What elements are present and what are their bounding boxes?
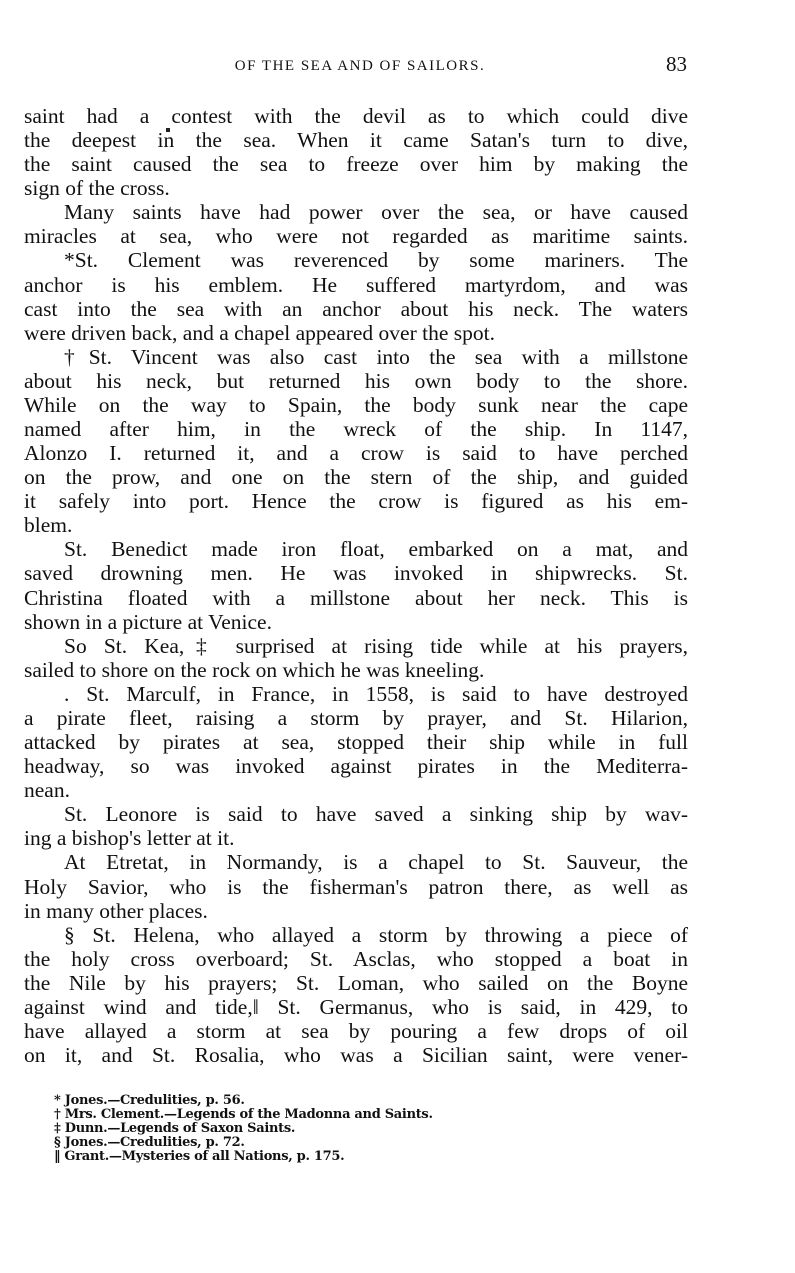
footnote: § Jones.—Credulities, p. 72.	[54, 1135, 245, 1150]
text-line: blem.	[24, 513, 73, 538]
text-line: miracles at sea, who were not regarded as maritime saints.	[24, 224, 688, 249]
text-line: *St. Clement was reverenced by some mariners. The	[64, 248, 688, 273]
text-line: against wind and tide,‖ St. Germanus, who is said, in 429, to	[24, 994, 688, 1019]
text-line: shown in a picture at Venice.	[24, 609, 272, 634]
text-line: attacked by pirates at sea, stopped their ship while in full	[24, 730, 688, 755]
text-line: saint had a contest with the devil as to which could dive	[24, 104, 688, 128]
text-line: the deepest in the sea. When it came Satan's turn to dive,	[24, 128, 688, 153]
text-line: § St. Helena, who allayed a storm by throwing a piece of	[64, 922, 688, 947]
text-line: nean.	[24, 778, 70, 803]
text-line: a pirate fleet, raising a storm by prayer, and St. Hilarion,	[24, 705, 688, 730]
text-line: the saint caused the sea to freeze over him by making the	[24, 152, 688, 177]
text-line: sign of the cross.	[24, 176, 170, 201]
page-number: 83	[666, 52, 687, 76]
running-header: OF THE SEA AND OF SAILORS.	[234, 58, 486, 74]
footnotes	[54, 1094, 654, 1164]
text-line: Christina floated with a millstone about her neck. This is	[24, 585, 688, 610]
text-line: cast into the sea with an anchor about his neck. The waters	[24, 296, 688, 321]
text-line: St. Benedict made iron float, embarked on a mat, and	[64, 537, 688, 562]
text-line: While on the way to Spain, the body sunk near the cape	[24, 392, 688, 417]
text-line: on the prow, and one on the stern of the ship, and guided	[24, 465, 688, 490]
text-line: the Nile by his prayers; St. Loman, who sailed on the Boyne	[24, 970, 688, 995]
text-line: Alonzo I. returned it, and a crow is said to have perched	[24, 441, 688, 466]
text-line: the holy cross overboard; St. Asclas, who stopped a boat in	[24, 946, 688, 971]
text-line: sailed to shore on the rock on which he was kneeling.	[24, 657, 485, 682]
text-line: have allayed a storm at sea by pouring a few drops of oil	[24, 1018, 688, 1043]
text-line: about his neck, but returned his own body to the shore.	[24, 368, 688, 393]
text-line: on it, and St. Rosalia, who was a Sicilian saint, were vener-	[24, 1043, 688, 1068]
body-text	[24, 104, 688, 1067]
text-line: anchor is his emblem. He suffered martyrdom, and was	[24, 272, 688, 297]
text-line: So St. Kea,‡ surprised at rising tide while at his prayers,	[64, 633, 688, 658]
text-line: headway, so was invoked against pirates in the Mediterra-	[24, 754, 688, 779]
text-line: in many other places.	[24, 898, 208, 923]
text-line: named after him, in the wreck of the ship. In 1147,	[24, 417, 688, 442]
footnote: † Mrs. Clement.—Legends of the Madonna and Saints.	[54, 1107, 433, 1122]
text-line: At Etretat, in Normandy, is a chapel to St. Sauveur, the	[64, 850, 688, 875]
footnote: ‡ Dunn.—Legends of Saxon Saints.	[54, 1121, 296, 1136]
text-line: St. Leonore is said to have saved a sinking ship by wav-	[64, 802, 688, 827]
text-line: Holy Savior, who is the fisherman's patron there, as well as	[24, 874, 688, 899]
text-line: saved drowning men. He was invoked in shipwrecks. St.	[24, 561, 688, 586]
text-line: ing a bishop's letter at it.	[24, 826, 235, 851]
text-line: Many saints have had power over the sea, or have caused	[64, 200, 688, 225]
text-line: †St. Vincent was also cast into the sea with a millstone	[64, 344, 688, 369]
text-line: . St. Marculf, in France, in 1558, is said to have destroyed	[64, 681, 688, 706]
footnote: ‖ Grant.—Mysteries of all Nations, p. 175.	[54, 1149, 345, 1164]
footnote: * Jones.—Credulities, p. 56.	[54, 1093, 245, 1108]
text-line: were driven back, and a chapel appeared over the spot.	[24, 320, 495, 345]
text-line: it safely into port. Hence the crow is figured as his em-	[24, 489, 688, 514]
